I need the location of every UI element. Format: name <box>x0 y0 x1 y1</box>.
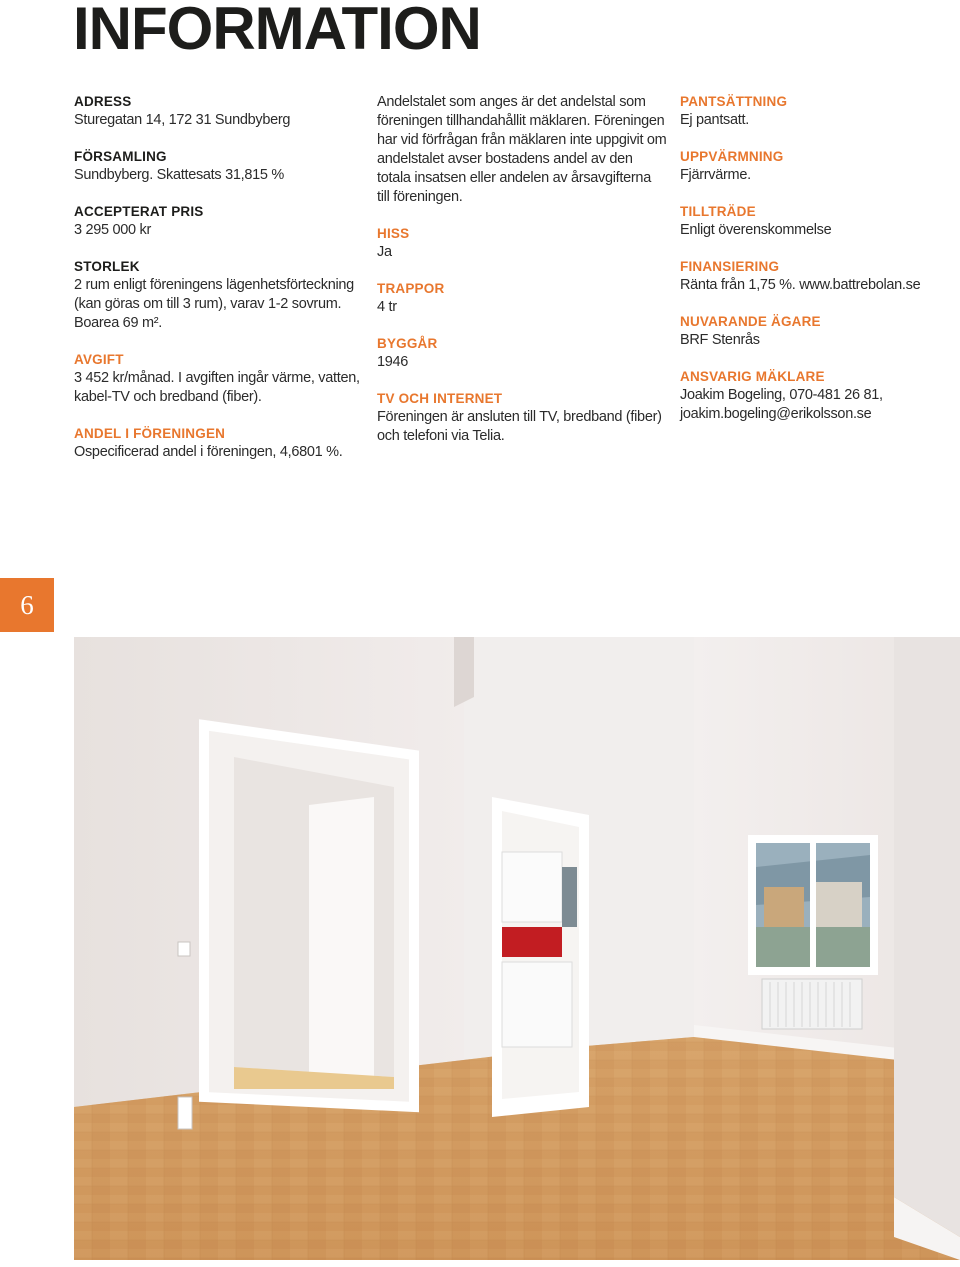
field-value: Föreningen är ansluten till TV, bredband (fiber) och telefoni via Telia. <box>377 409 662 444</box>
field-label: TRAPPOR <box>377 281 445 296</box>
field-value: 2 rum enligt föreningens lägenhetsförteckning (kan göras om till 3 rum), varav 1-2 sovrum. Boarea 69 m². <box>74 277 354 331</box>
page-title: INFORMATION <box>73 0 481 62</box>
field-nuvarande-agare <box>680 313 950 350</box>
field-value: Ja <box>377 244 392 260</box>
field-finansiering <box>680 258 950 295</box>
interior-illustration <box>74 637 960 1260</box>
field-value: Ospecificerad andel i föreningen, 4,6801 %. <box>74 444 343 460</box>
field-value: Enligt överenskommelse <box>680 222 832 238</box>
field-label: TV OCH INTERNET <box>377 391 503 406</box>
field-value: 1946 <box>377 354 409 370</box>
field-tv-internet <box>377 390 667 446</box>
info-column-middle <box>377 93 667 464</box>
field-label: ACCEPTERAT PRIS <box>74 204 204 219</box>
field-label: HISS <box>377 226 410 241</box>
field-value: 3 452 kr/månad. I avgiften ingår värme, vatten, kabel-TV och bredband (fiber). <box>74 370 360 405</box>
field-uppvarmning <box>680 148 950 185</box>
field-accepterat-pris <box>74 203 364 240</box>
field-value: Ränta från 1,75 %. www.battrebolan.se <box>680 277 921 293</box>
field-label: STORLEK <box>74 259 140 274</box>
apartment-interior-photo <box>74 637 960 1260</box>
field-storlek <box>74 258 364 333</box>
field-forsamling <box>74 148 364 185</box>
field-label: NUVARANDE ÄGARE <box>680 314 821 329</box>
field-label: AVGIFT <box>74 352 124 367</box>
field-pantsattning <box>680 93 950 130</box>
field-ansvarig-maklare <box>680 368 950 424</box>
field-value: Sundbyberg. Skattesats 31,815 % <box>74 167 284 183</box>
field-value: BRF Stenrås <box>680 332 760 348</box>
field-adress <box>74 93 364 130</box>
field-label: ANDEL I FÖRENINGEN <box>74 426 226 441</box>
field-avgift <box>74 351 364 407</box>
field-tilltrade <box>680 203 950 240</box>
field-andel <box>74 425 364 462</box>
field-value: 3 295 000 kr <box>74 222 152 238</box>
field-label: BYGGÅR <box>377 336 438 351</box>
field-value: Sturegatan 14, 172 31 Sundbyberg <box>74 112 291 128</box>
field-hiss <box>377 225 667 262</box>
field-label: FÖRSAMLING <box>74 149 167 164</box>
field-trappor <box>377 280 667 317</box>
field-label: ANSVARIG MÄKLARE <box>680 369 825 384</box>
kitchen-backsplash <box>502 927 562 957</box>
field-value: Joakim Bogeling, 070-481 26 81, joakim.bogeling@erikolsson.se <box>680 387 883 422</box>
page-number-badge: 6 <box>0 578 54 632</box>
info-column-right <box>680 93 950 442</box>
andelstal-note: Andelstalet som anges är det andelstal som föreningen tillhandahållit mäklaren. Föreningen har vid förfrågan från mäklaren inte uppgivit om andelstalet avser bostadens andel av den totala insatsen eller andelen av årsavgifterna till föreningen. <box>377 94 667 205</box>
field-label: TILLTRÄDE <box>680 204 756 219</box>
field-value: 4 tr <box>377 299 397 315</box>
field-byggar <box>377 335 667 372</box>
field-value: Ej pantsatt. <box>680 112 749 128</box>
field-label: UPPVÄRMNING <box>680 149 784 164</box>
field-value: Fjärrvärme. <box>680 167 751 183</box>
field-label: ADRESS <box>74 94 132 109</box>
info-column-left <box>74 93 364 480</box>
field-label: FINANSIERING <box>680 259 780 274</box>
field-label: PANTSÄTTNING <box>680 94 788 109</box>
